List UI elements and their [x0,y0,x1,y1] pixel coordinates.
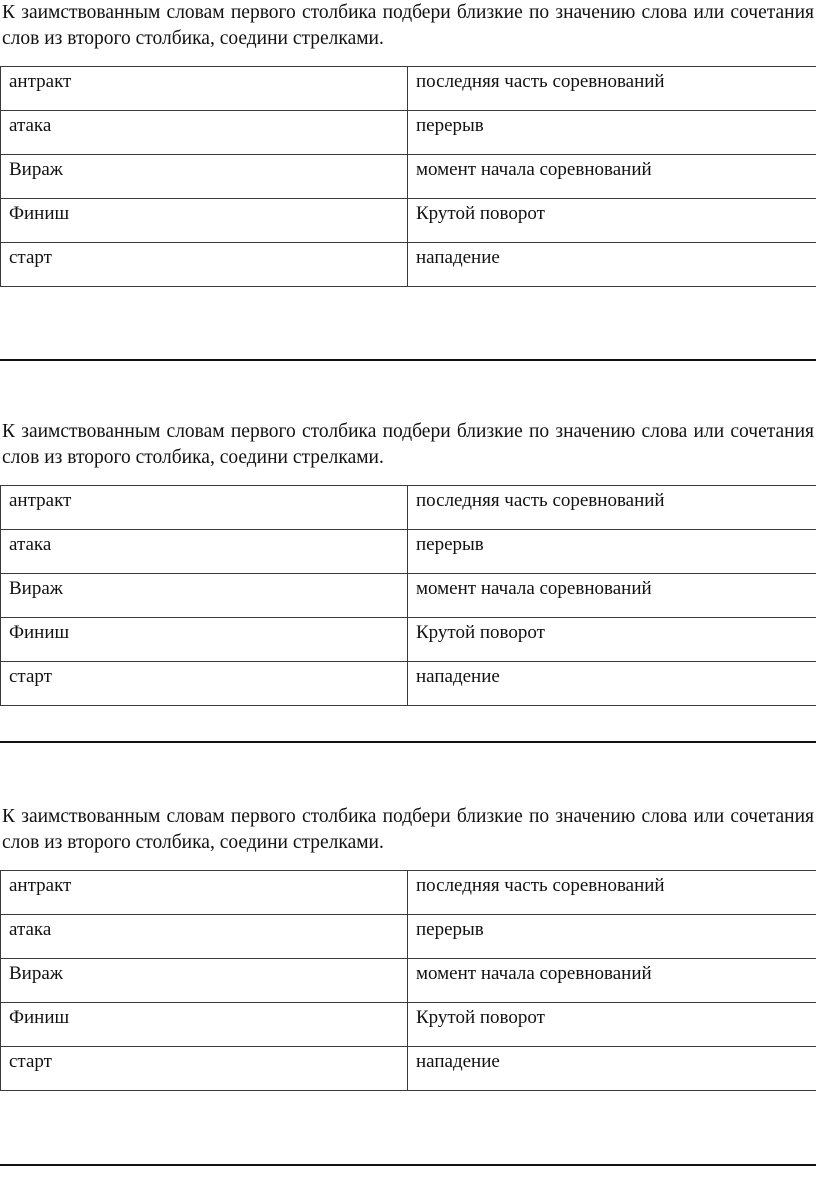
worksheet-block-2 [0,419,816,687]
matching-table [0,66,816,287]
table-row [1,959,816,1003]
instruction-text: К заимствованным словам первого столбика подбери близкие по значению слова или сочетания слов из второго столбика, соедини стрелками. [2,421,814,468]
table-row [1,915,816,959]
instruction-text: К заимствованным словам первого столбика подбери близкие по значению слова или сочетания слов из второго столбика, соедини стрелками. [2,806,814,853]
borrowed-word-cell: Финиш [1,1003,408,1047]
meaning-cell: перерыв [408,530,816,574]
borrowed-word-cell: антракт [1,67,408,111]
borrowed-word-cell: старт [1,243,408,287]
table-row [1,243,816,287]
meaning-cell: Крутой поворот [408,1003,816,1047]
borrowed-word-cell: Вираж [1,574,408,618]
meaning-cell: момент начала соревнований [408,959,816,1003]
cut-line-separator [0,741,816,743]
table-row [1,199,816,243]
table-row [1,662,816,706]
table-row [1,530,816,574]
table-row [1,155,816,199]
borrowed-word-cell: Финиш [1,618,408,662]
table-row [1,486,816,530]
table-row [1,871,816,915]
meaning-cell: перерыв [408,111,816,155]
meaning-cell: нападение [408,243,816,287]
meaning-cell: последняя часть соревнований [408,871,816,915]
worksheet-block-3 [0,804,816,1072]
meaning-cell: нападение [408,662,816,706]
borrowed-word-cell: антракт [1,486,408,530]
cut-line-separator [0,359,816,361]
borrowed-word-cell: атака [1,915,408,959]
meaning-cell: нападение [408,1047,816,1091]
borrowed-word-cell: старт [1,662,408,706]
table-row [1,618,816,662]
borrowed-word-cell: Вираж [1,155,408,199]
matching-table [0,870,816,1091]
cut-line-separator [0,1164,816,1166]
meaning-cell: последняя часть соревнований [408,67,816,111]
meaning-cell: Крутой поворот [408,618,816,662]
table-row [1,574,816,618]
borrowed-word-cell: Финиш [1,199,408,243]
borrowed-word-cell: антракт [1,871,408,915]
meaning-cell: последняя часть соревнований [408,486,816,530]
meaning-cell: момент начала соревнований [408,574,816,618]
table-row [1,1003,816,1047]
table-row [1,1047,816,1091]
meaning-cell: перерыв [408,915,816,959]
instruction-text: К заимствованным словам первого столбика подбери близкие по значению слова или сочетания слов из второго столбика, соедини стрелками. [2,2,814,49]
borrowed-word-cell: старт [1,1047,408,1091]
worksheet-block-1 [0,0,816,268]
borrowed-word-cell: атака [1,111,408,155]
matching-table [0,485,816,706]
meaning-cell: момент начала соревнований [408,155,816,199]
borrowed-word-cell: Вираж [1,959,408,1003]
meaning-cell: Крутой поворот [408,199,816,243]
borrowed-word-cell: атака [1,530,408,574]
table-row [1,67,816,111]
table-row [1,111,816,155]
